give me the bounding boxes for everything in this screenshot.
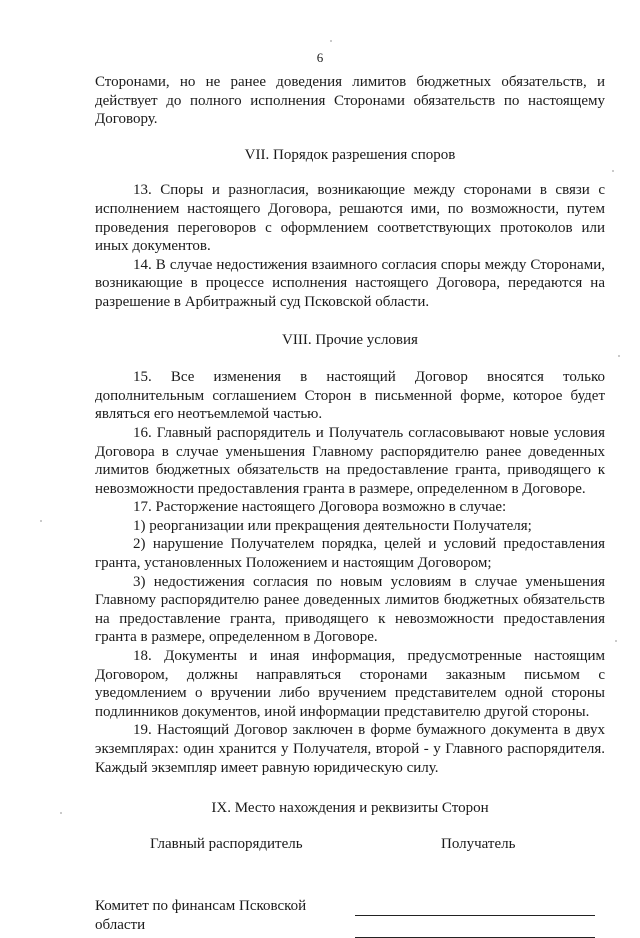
party-right-title: Получатель bbox=[441, 835, 516, 852]
scan-speck bbox=[330, 40, 332, 42]
paragraph-17-item-2: 2) нарушение Получателем порядка, целей и условий предоставления гранта, установленных Положением и настоящим Договором; bbox=[95, 536, 605, 572]
scan-speck bbox=[618, 355, 620, 357]
paragraph-15: 15. Все изменения в настоящий Договор вносятся только дополнительным соглашением Сторон в письменной форме, которое будет являться его неотъемлемой частью. bbox=[95, 369, 605, 423]
section-heading-viii: VIII. Прочие условия bbox=[282, 331, 418, 348]
page-number: 6 bbox=[316, 50, 324, 65]
paragraph-13: 13. Споры и разногласия, возникающие между сторонами в связи с исполнением настоящего Договора, решаются ими, по возможности, путем проведения переговоров с оформлением соответствующих протоколов или иных документов. bbox=[95, 182, 605, 255]
scan-speck bbox=[615, 640, 617, 642]
document-body bbox=[95, 73, 605, 933]
paragraph-17-item-3: 3) недостижения согласия по новым условиям в случае уменьшения Главному распорядителю ранее доведенных лимитов бюджетных обязательств на предоставление гранта, приводящего к невозможности предоставления гранта в размере, определенном в Договоре. bbox=[95, 573, 605, 646]
signature-line-1 bbox=[355, 915, 595, 916]
section-heading-vii: VII. Порядок разрешения споров bbox=[244, 146, 456, 163]
party-titles-row bbox=[95, 835, 605, 933]
paragraph-intro: Сторонами, но не ранее доведения лимитов бюджетных обязательств, и действует до полного исполнения Сторонами обязательств по настоящему Договору. bbox=[95, 74, 605, 128]
paragraph-19: 19. Настоящий Договор заключен в форме бумажного документа в двух экземплярах: один хранится у Получателя, второй - у Главного распорядителя. Каждый экземпляр имеет равную юридическую силу. bbox=[95, 722, 605, 776]
paragraph-17-item-1: 1) реорганизации или прекращения деятельности Получателя; bbox=[133, 517, 532, 534]
section-heading-ix: IX. Место нахождения и реквизиты Сторон bbox=[211, 800, 489, 817]
scan-speck bbox=[40, 520, 42, 522]
scan-speck bbox=[612, 170, 614, 172]
organization-name: Комитет по финансам Псковской области bbox=[95, 897, 307, 933]
paragraph-14: 14. В случае недостижения взаимного согласия споры между Сторонами, возникающие в процессе исполнения настоящего Договора, передаются на разрешение в Арбитражный суд Псковской области. bbox=[95, 256, 605, 310]
scan-speck bbox=[60, 812, 62, 814]
paragraph-18: 18. Документы и иная информация, предусмотренные настоящим Договором, должны направляться сторонами заказным письмом с уведомлением о вручении либо вручением представителем одной стороны подлинников документов, иной информации представителю другой стороны. bbox=[95, 648, 605, 720]
paragraph-16: 16. Главный распорядитель и Получатель согласовывают новые условия Договора в случае уменьшения Главному распорядителю ранее доведенных лимитов бюджетных обязательств на предоставление гранта, приводящего к невозможности предоставления гранта в размере, определенном в Договоре. bbox=[95, 424, 605, 497]
paragraph-17: 17. Расторжение настоящего Договора возможно в случае: bbox=[133, 499, 507, 516]
party-left-title: Главный распорядитель bbox=[150, 835, 303, 852]
